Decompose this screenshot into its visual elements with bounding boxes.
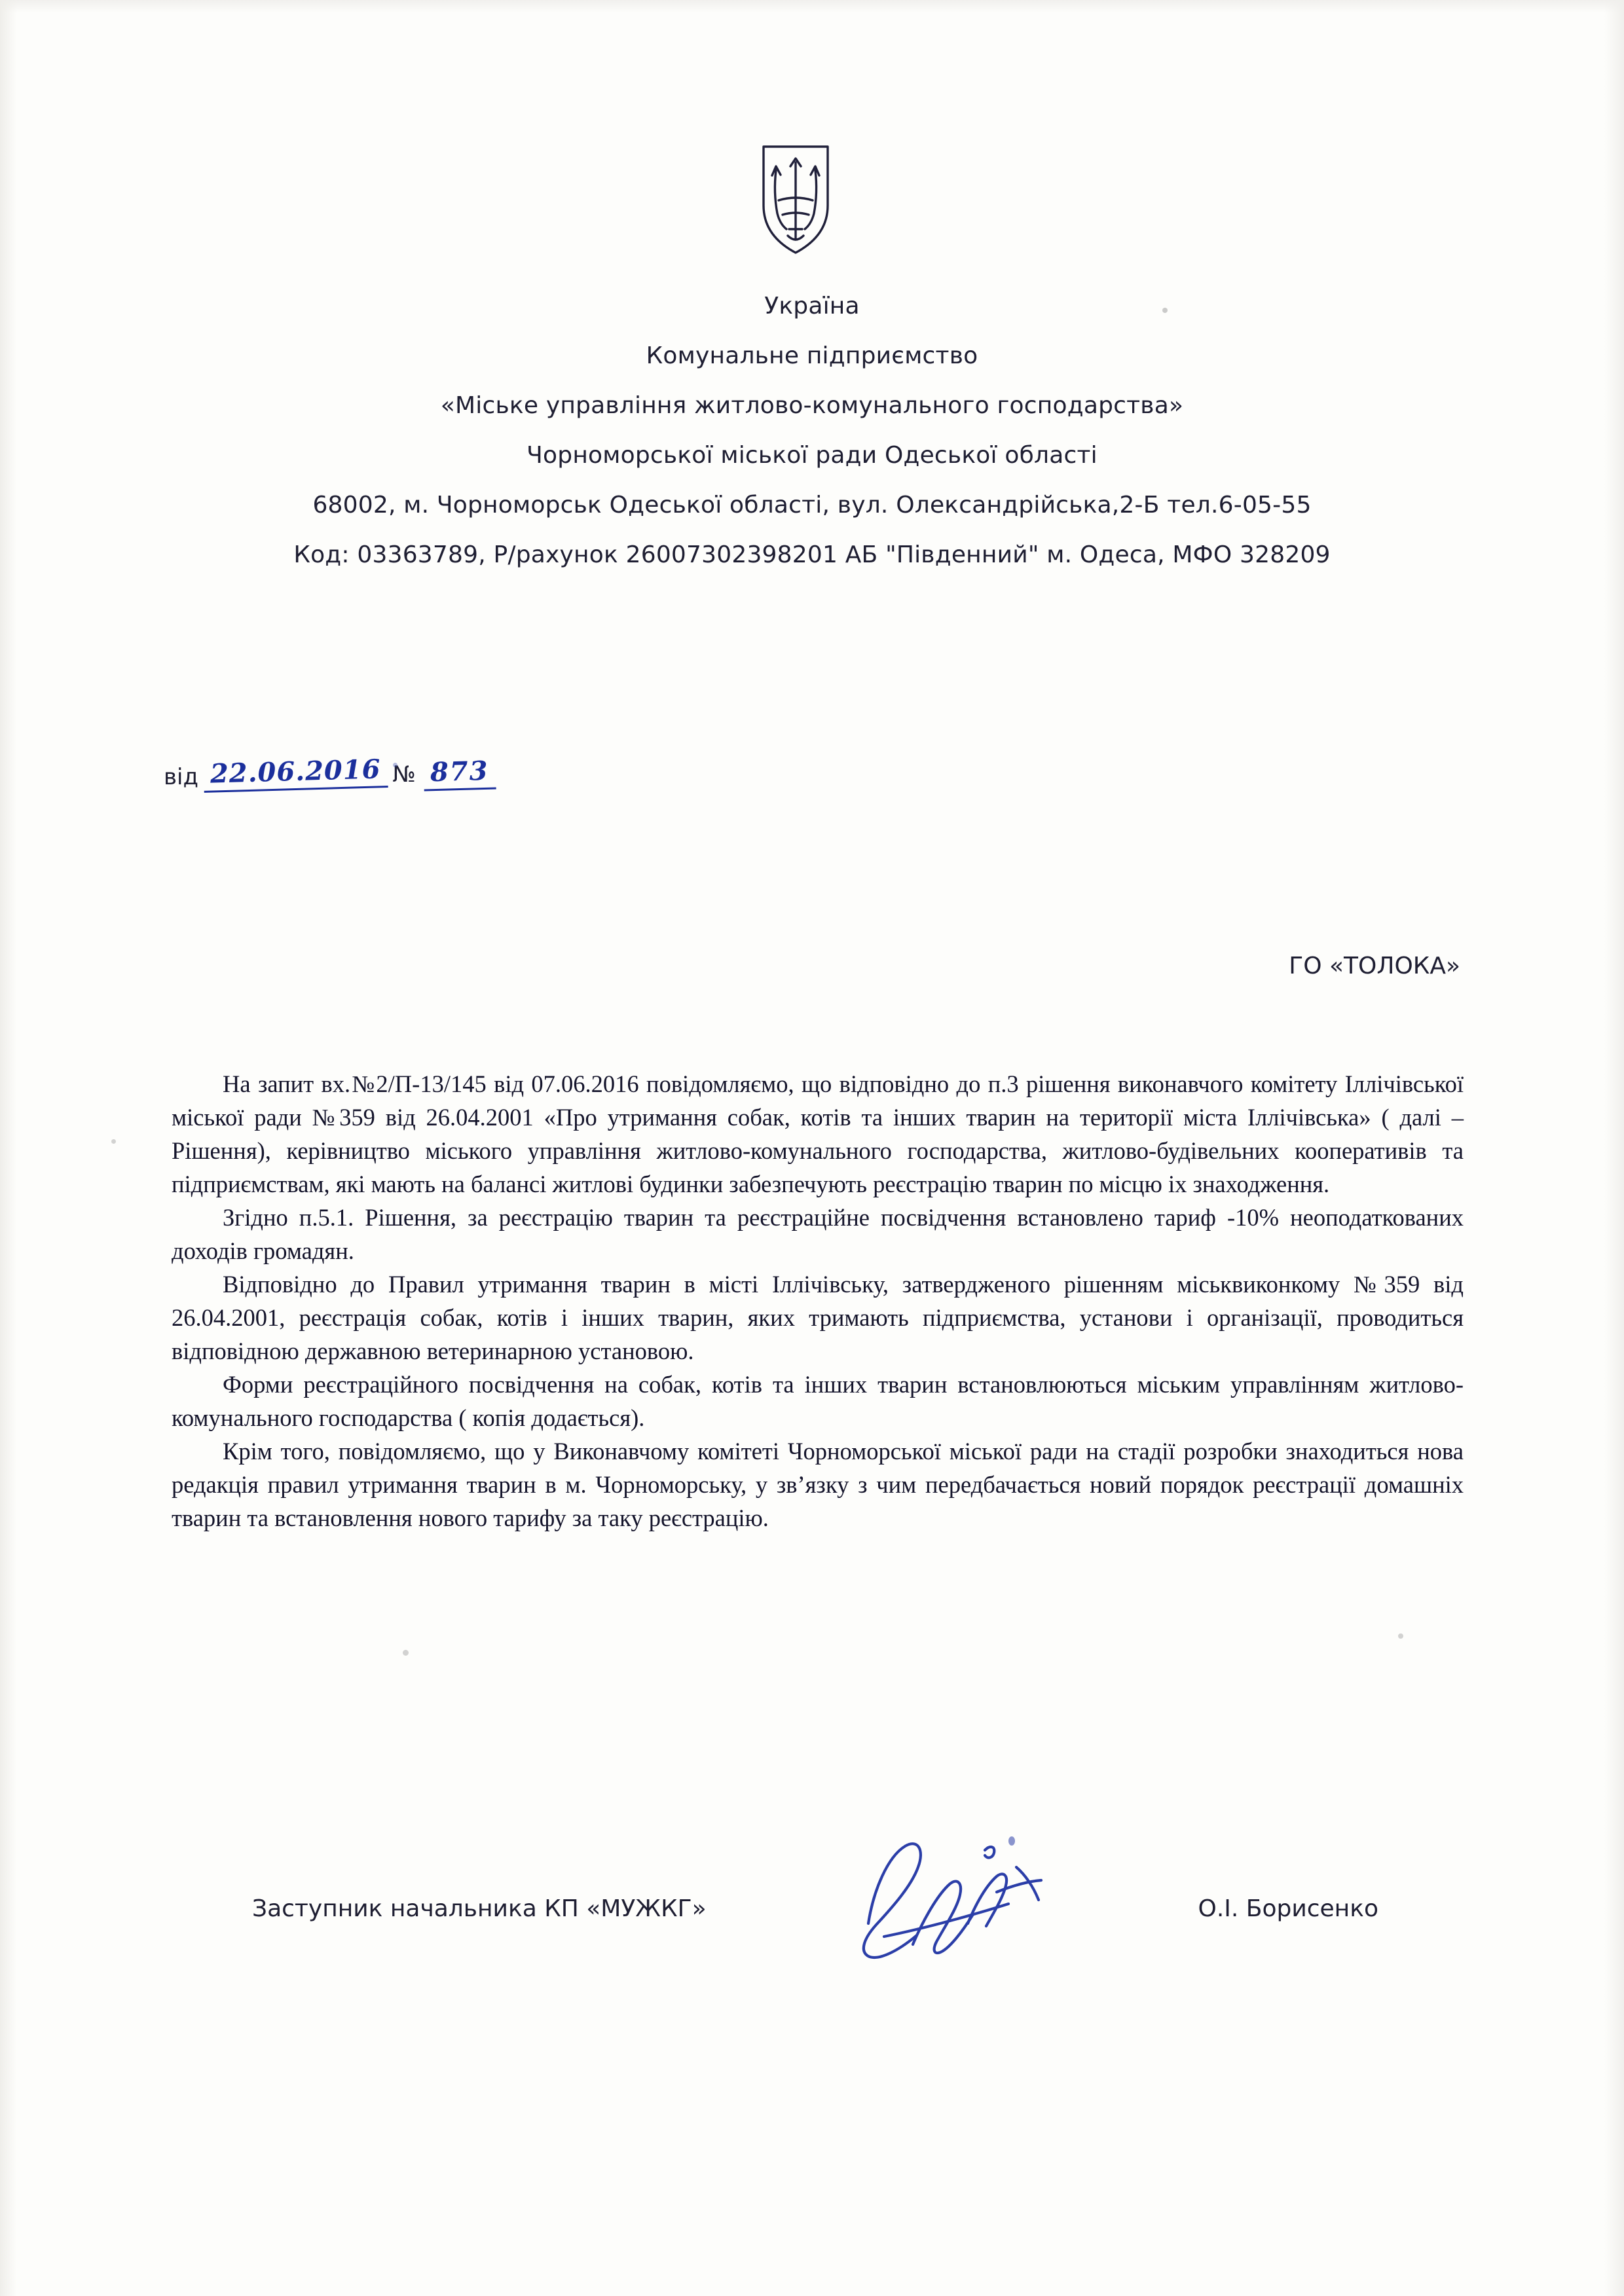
date-value-handwritten: 22.06.2016 bbox=[203, 754, 388, 793]
body-paragraph-2: Згідно п.5.1. Рішення, за реєстрацію тварин та реєстраційне посвідчення встановлено тариф -10% неоподаткованих доходів громадян. bbox=[172, 1204, 1464, 1264]
letterhead-org-subordination: Чорноморської міської ради Одеської області bbox=[526, 442, 1098, 469]
letterhead-country: Україна bbox=[764, 293, 860, 319]
letterhead bbox=[0, 295, 1624, 567]
ukraine-trident-coat-of-arms-icon bbox=[756, 137, 835, 259]
signatory-name: О.І. Борисенко bbox=[1198, 1895, 1378, 1922]
letterhead-address: 68002, м. Чорноморськ Одеської області, вул. Олександрійська,2-Б тел.6-05-55 bbox=[312, 492, 1312, 519]
number-value-handwritten: 873 bbox=[423, 755, 496, 791]
reference-line bbox=[164, 756, 495, 790]
document-body bbox=[172, 1067, 1464, 1535]
ink-speck bbox=[1008, 1836, 1015, 1846]
body-paragraph-4: Форми реєстраційного посвідчення на собак, котів та інших тварин встановлюються міським управлінням житлово-комунального господарства ( копія додається). bbox=[172, 1371, 1464, 1431]
number-label: № bbox=[392, 761, 416, 788]
letterhead-org-name: «Міське управління житлово-комунального господарства» bbox=[440, 392, 1184, 419]
ink-speck bbox=[393, 763, 397, 767]
scan-edge-top bbox=[0, 0, 1624, 13]
letterhead-org-type: Комунальне підприємство bbox=[646, 342, 978, 369]
letterhead-bank-details: Код: 03363789, Р/рахунок 26007302398201 АБ "Південний" м. Одеса, МФО 328209 bbox=[293, 541, 1331, 568]
ink-speck bbox=[1398, 1633, 1403, 1639]
signatory-position: Заступник начальника КП «МУЖКГ» bbox=[252, 1895, 707, 1922]
ink-speck bbox=[403, 1650, 409, 1656]
body-paragraph-5: Крім того, повідомляємо, що у Виконавчому комітеті Чорноморської міської ради на стадії розробки знаходиться нова редакція правил утримання тварин в м. Чорноморську, у зв’язку з чим передбачається новий порядок реєстрації домашніх тварин та встановлення нового тарифу за таку реєстрацію. bbox=[172, 1438, 1464, 1531]
signature-block bbox=[252, 1895, 1464, 1922]
addressee: ГО «ТОЛОКА» bbox=[1289, 953, 1460, 979]
ink-speck bbox=[111, 1139, 116, 1144]
ink-speck bbox=[1162, 308, 1168, 313]
body-paragraph-1: На запит вх.№2/П-13/145 від 07.06.2016 повідомляємо, що відповідно до п.3 рішення виконавчого комітету Іллічівської міської ради №359 від 26.04.2001 «Про утримання собак, котів та інших тварин на території міста Іллічівська» ( далі – Рішення), керівництво міського управління житлово-комунального господарства, житлово-будівельних кооперативів та підприємствам, які мають на балансі житлові будинки забезпечують реєстрацію тварин по місцю іх знаходження. bbox=[172, 1070, 1464, 1197]
date-label: від bbox=[164, 764, 198, 790]
body-paragraph-3: Відповідно до Правил утримання тварин в місті Іллічівську, затвердженого рішенням міськвиконкому №359 від 26.04.2001, реєстрація собак, котів і інших тварин, яких тримають підприємства, установи і організації, проводиться відповідною державною ветеринарною установою. bbox=[172, 1271, 1464, 1364]
